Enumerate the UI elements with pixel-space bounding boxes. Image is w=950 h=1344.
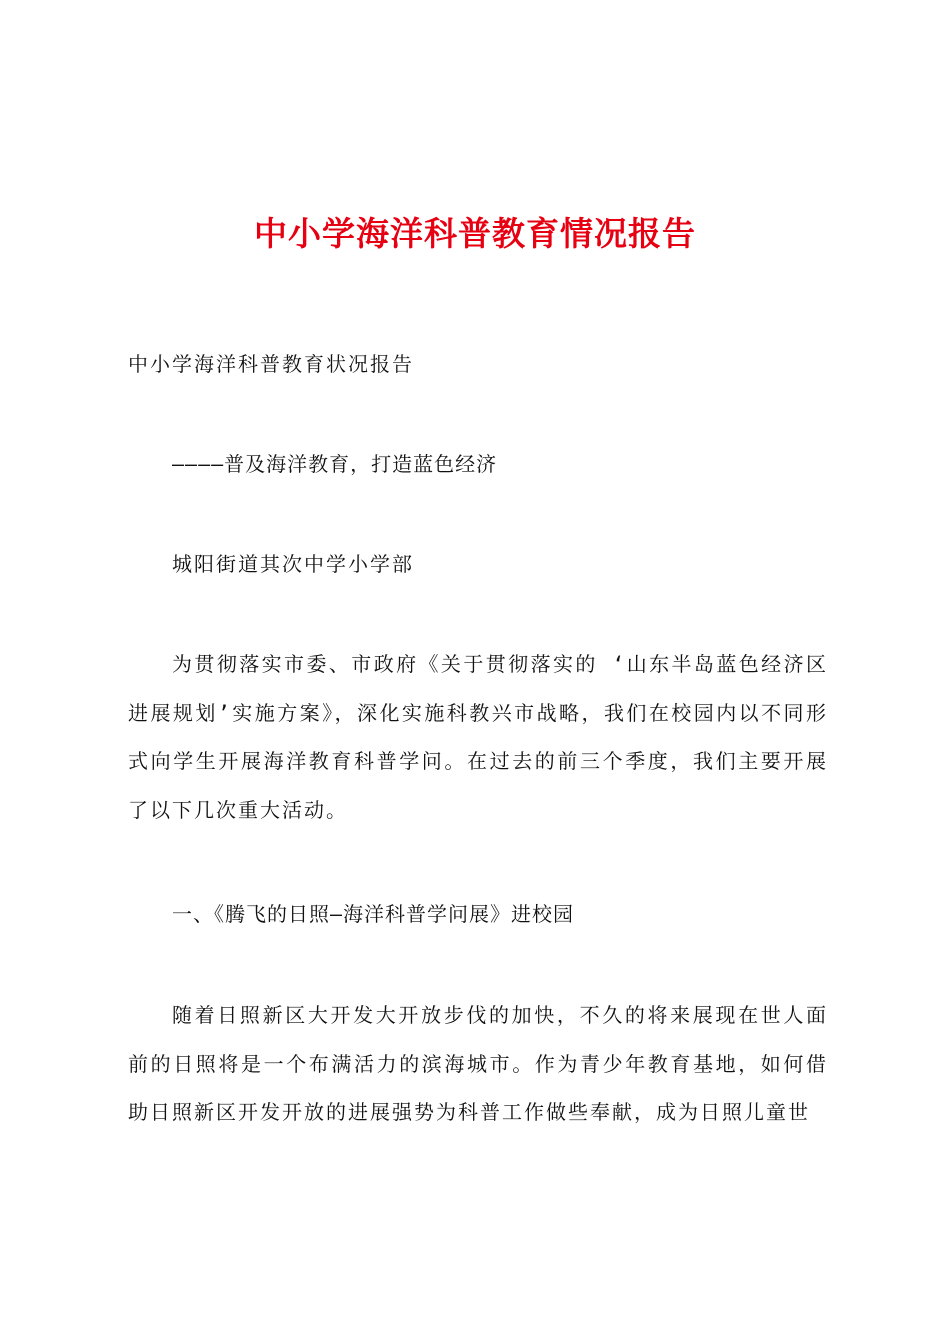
paragraph-section-1: 随着日照新区大开发大开放步伐的加快，不久的将来展现在世人面前的日照将是一个布满活力的滨海城市。作为青少年教育基地，如何借助日照新区开发开放的进展强势为科普工作做些奉献，成为日照儿童世 (128, 1003, 828, 1124)
document-subtitle: 中小学海洋科普教育状况报告 (128, 352, 414, 376)
section-heading-1: 一、《腾飞的日照—海洋科普学问展》进校园 (172, 902, 575, 926)
document-slogan: ————普及海洋教育，打造蓝色经济 (172, 452, 498, 476)
paragraph-intro: 为贯彻落实市委、市政府《关于贯彻落实的 ‘山东半岛蓝色经济区进展规划’实施方案》，深化实施科教兴市战略，我们在校园内以不同形式向学生开展海洋教育科普学问。在过去的前三个季度，我们主要开展了以下几次重大活动。 (128, 652, 828, 822)
document-title: 中小学海洋科普教育情况报告 (254, 214, 696, 253)
document-organization: 城阳街道其次中学小学部 (172, 552, 414, 576)
